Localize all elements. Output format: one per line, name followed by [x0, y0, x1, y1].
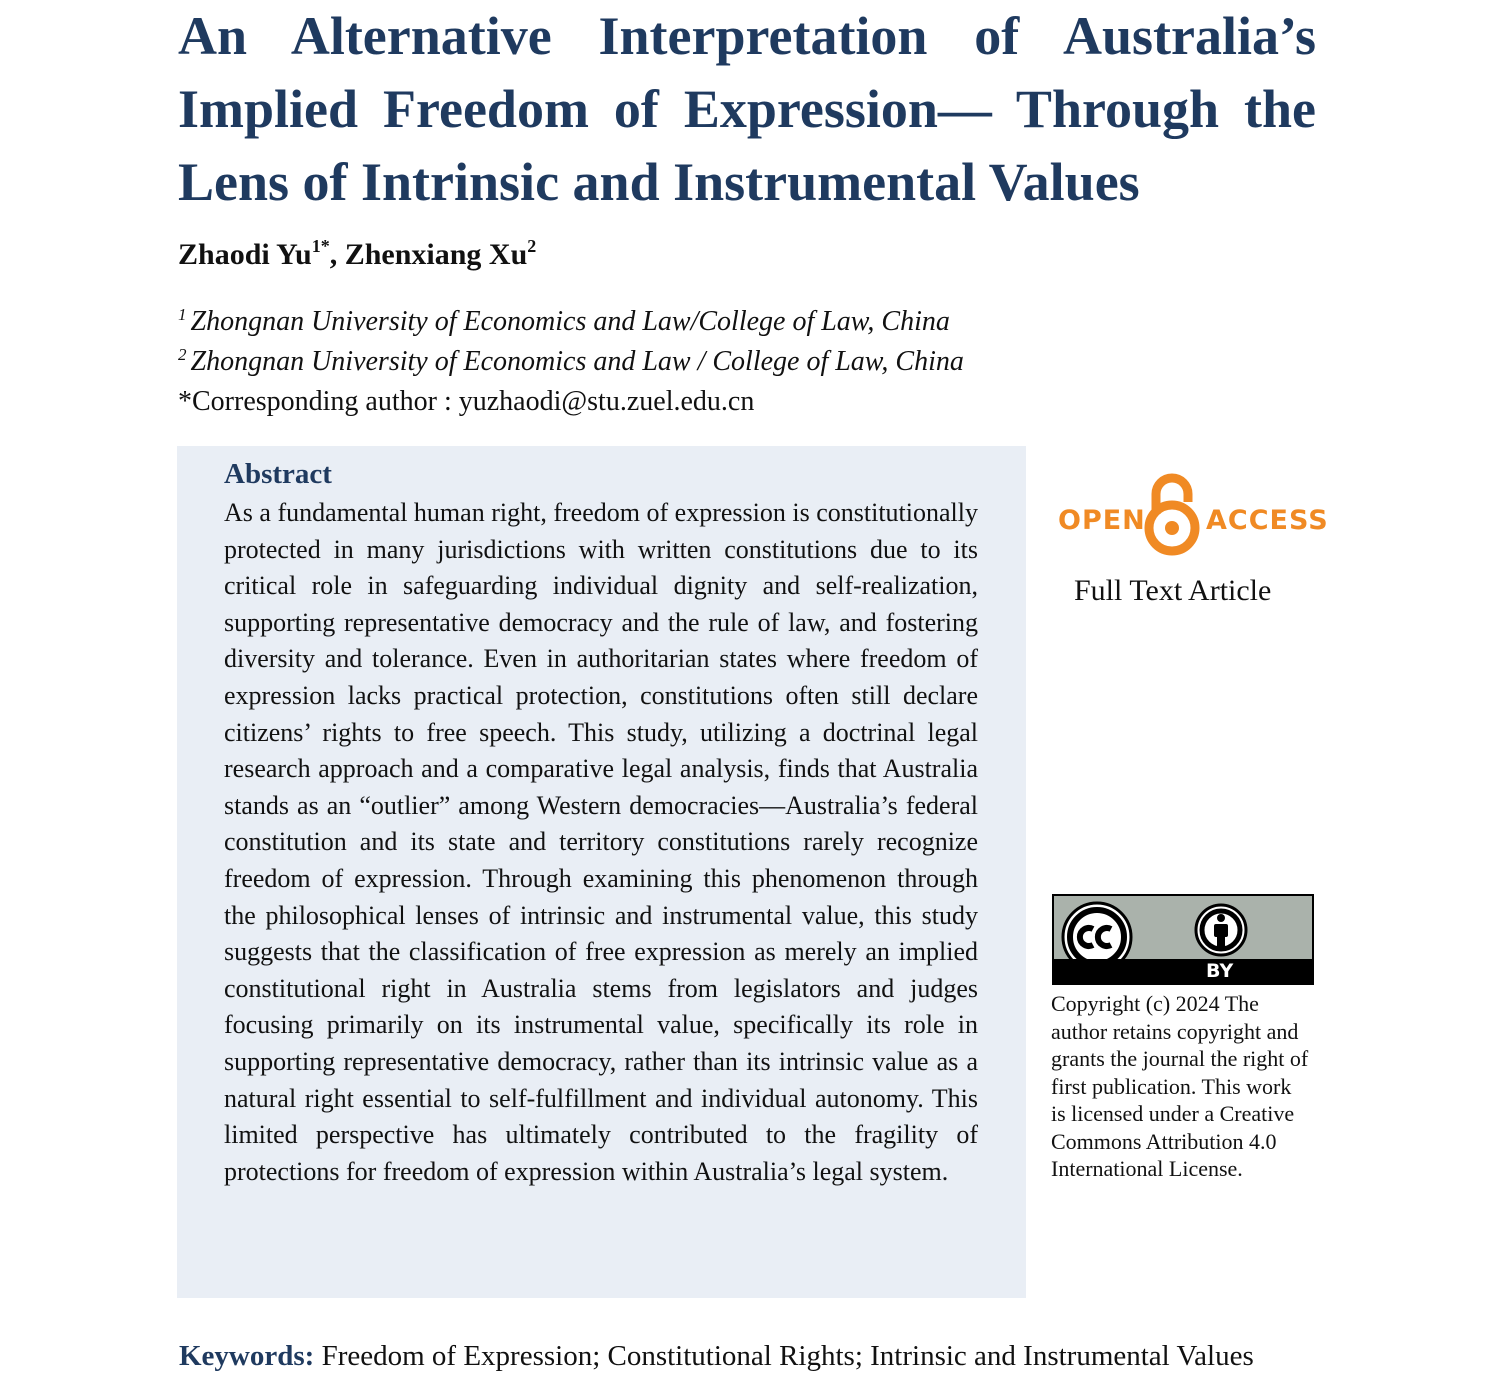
- author-list: [178, 238, 536, 272]
- abstract-body: As a fundamental human right, freedom of expression is constitutionally protected in many jurisdictions with written constitutions due to its critical role in safeguarding individual dignity and self-realization, supporting representative democracy and the rule of law, and fostering diversity and tolerance. Even in authoritarian states where freedom of expression lacks practical protection, constitutions often still declare citizens’ rights to free speech. This study, utilizing a doctrinal legal research approach and a comparative legal analysis, finds that Australia stands as an “outlier” among Western democracies—Australia’s federal constitution and its state and territory constitutions rarely recognize freedom of expression. Through examining this phenomenon through the philosophical lenses of intrinsic and instrumental value, this study suggests that the classification of free expression as merely an implied constitutional right in Australia stems from legislators and judges focusing primarily on its instrumental value, specifically its role in supporting representative democracy, rather than its intrinsic value as a natural right essential to self-fulfillment and individual autonomy. This limited perspective has ultimately contributed to the fragility of protections for freedom of expression within Australia’s legal system.: [224, 498, 978, 1186]
- keywords-label: Keywords:: [179, 1340, 315, 1372]
- copyright-notice: Copyright (c) 2024 The author retains copyright and grants the journal the right of first publication. This work is licensed under a Creative Commons Attribution 4.0 International License.: [1051, 991, 1309, 1181]
- abstract-panel: [177, 446, 1026, 1298]
- affiliation-text: Zhongnan University of Economics and Law / College of Law, China: [190, 346, 964, 377]
- by-person-icon: [1194, 903, 1248, 962]
- affiliation-2: [178, 346, 964, 378]
- open-access-word-open: OPEN: [1058, 505, 1146, 536]
- open-access-word-access: ACCESS: [1206, 505, 1329, 536]
- corresponding-author: *Corresponding author : yuzhaodi@stu.zuel.edu.cn: [178, 386, 755, 417]
- abstract-heading: Abstract: [224, 458, 332, 490]
- author-name: Zhenxiang Xu: [344, 238, 528, 271]
- badge-label-strip: [1054, 959, 1312, 983]
- open-lock-icon: [1144, 468, 1200, 569]
- affiliation-number: 2: [178, 345, 187, 364]
- author-affiliation-mark: 1*: [311, 236, 330, 256]
- author-name: Zhaodi Yu: [178, 238, 312, 271]
- cc-by-license-badge[interactable]: [1052, 894, 1314, 985]
- by-label: BY: [1206, 960, 1234, 982]
- author-separator: ,: [329, 238, 345, 271]
- paper-title: An Alternative Interpretation of Australia’s Implied Freedom of Expression— Through the Lens of Intrinsic and Instrumental Values: [178, 6, 1316, 212]
- open-access-logo: [1058, 468, 1329, 568]
- keywords: [179, 1340, 1254, 1373]
- author-affiliation-mark: 2: [527, 236, 537, 256]
- full-text-label: Full Text Article: [1074, 574, 1272, 607]
- affiliation-number: 1: [178, 305, 187, 324]
- affiliation-1: [178, 306, 950, 338]
- affiliation-text: Zhongnan University of Economics and Law/College of Law, China: [190, 306, 950, 337]
- keywords-text: Freedom of Expression; Constitutional Rights; Intrinsic and Instrumental Values: [321, 1340, 1254, 1372]
